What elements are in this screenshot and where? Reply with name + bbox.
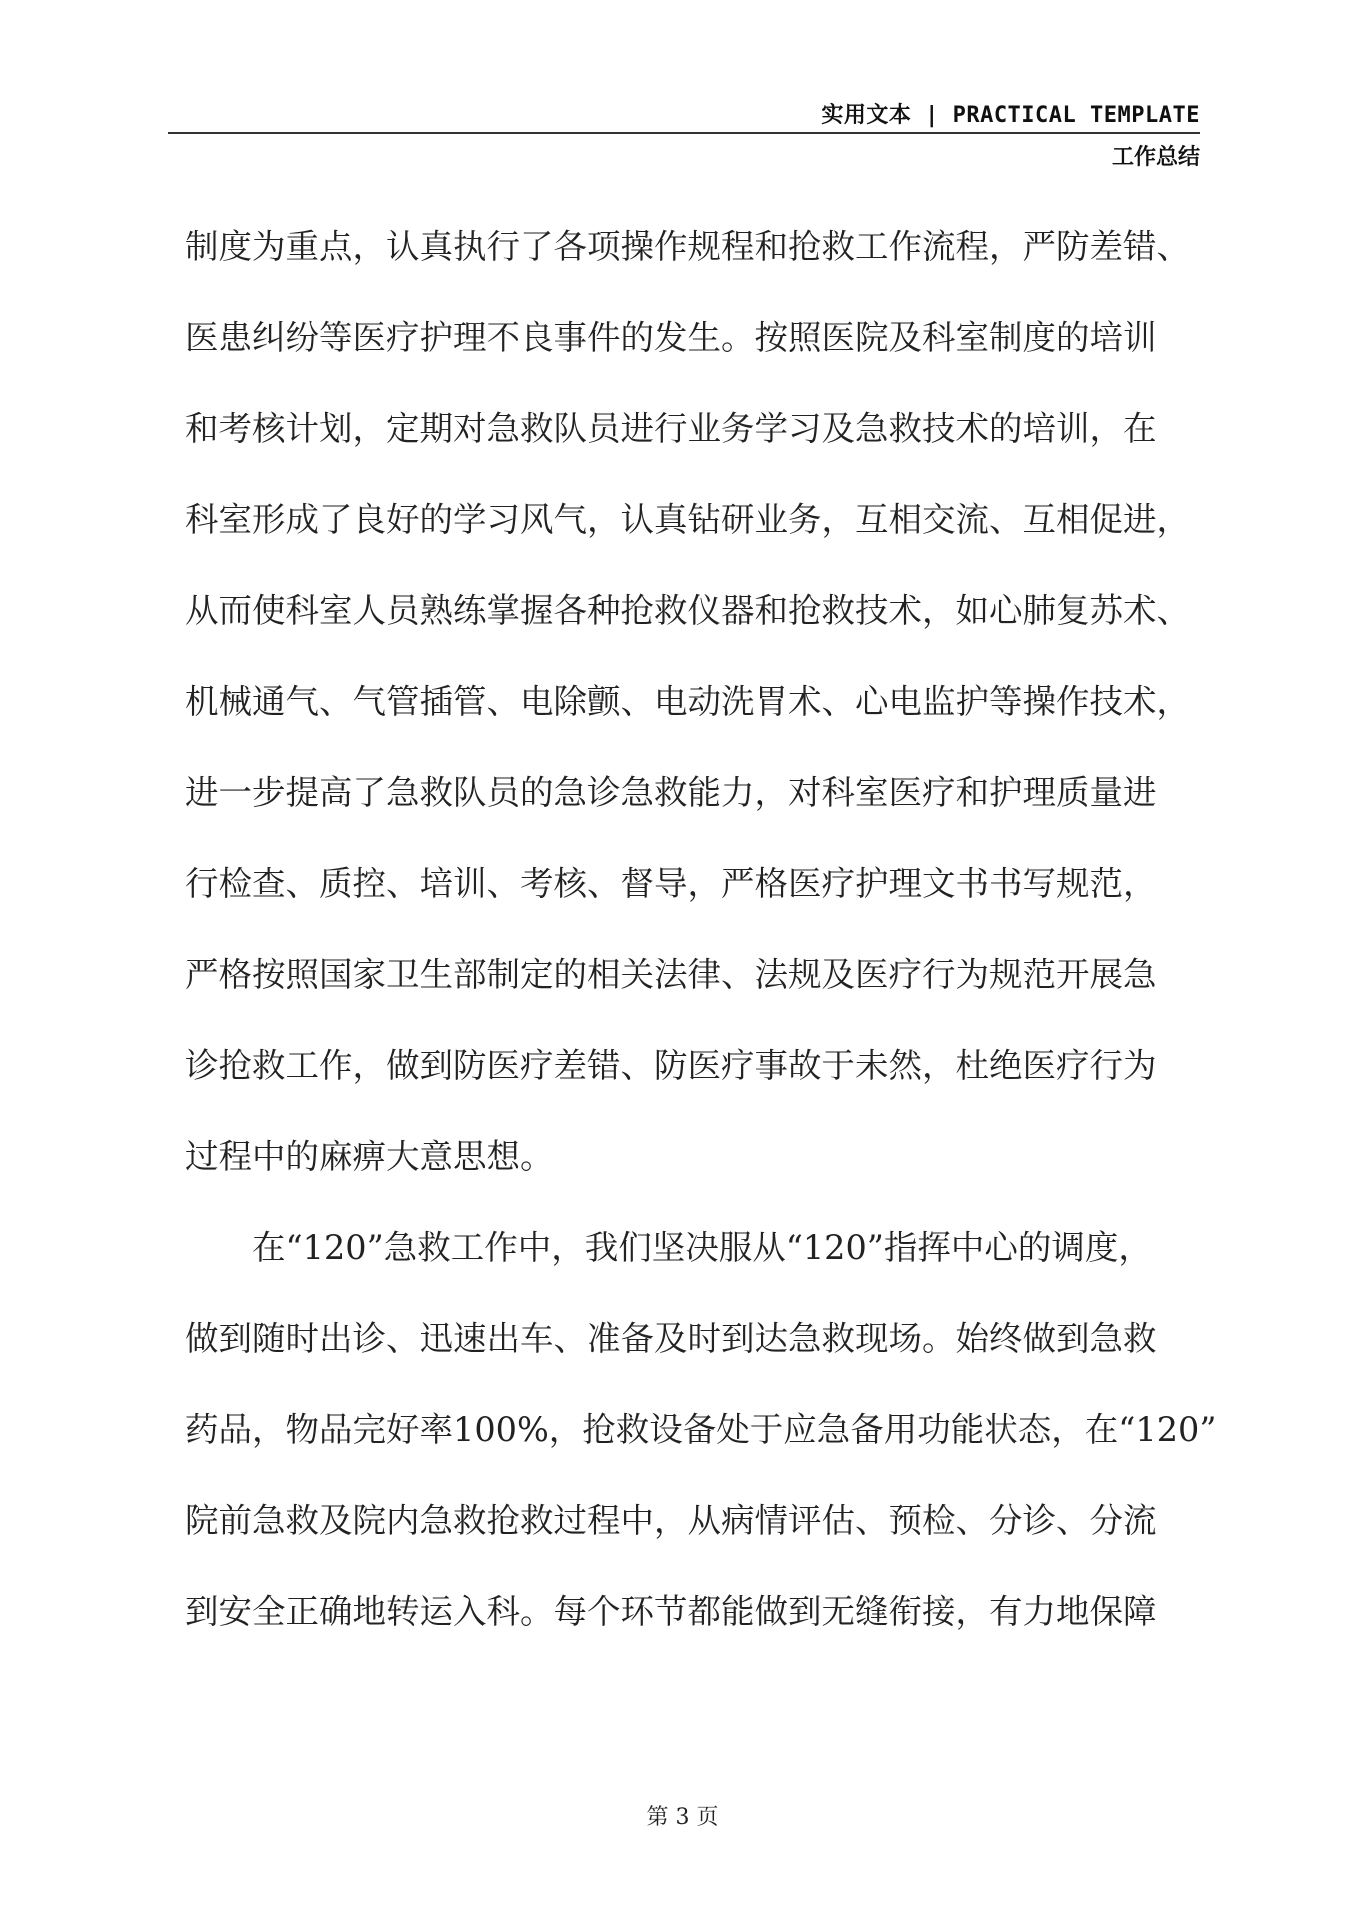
body-line: 做到随时出诊、迅速出车、准备及时到达急救现场。始终做到急救	[185, 1319, 1157, 1358]
header-title: 实用文本 | PRACTICAL TEMPLATE	[821, 103, 1200, 128]
body-line: 院前急救及院内急救抢救过程中，从病情评估、预检、分诊、分流	[185, 1501, 1157, 1540]
body-line: 机械通气、气管插管、电除颤、电动洗胃术、心电监护等操作技术，	[185, 682, 1190, 721]
page-header	[168, 96, 1200, 176]
document-body	[185, 222, 1217, 1678]
paragraph-start-line: 在“120”急救工作中，我们坚决服从“120”指挥中心的调度，	[252, 1228, 1152, 1267]
body-line: 过程中的麻痹大意思想。	[185, 1137, 554, 1176]
body-line: 科室形成了良好的学习风气，认真钻研业务，互相交流、互相促进，	[185, 500, 1190, 539]
body-line: 行检查、质控、培训、考核、督导，严格医疗护理文书书写规范，	[185, 864, 1157, 903]
body-line: 从而使科室人员熟练掌握各种抢救仪器和抢救技术，如心肺复苏术、	[185, 591, 1190, 630]
body-line: 医患纠纷等医疗护理不良事件的发生。按照医院及科室制度的培训	[185, 318, 1157, 357]
body-line: 制度为重点，认真执行了各项操作规程和抢救工作流程，严防差错、	[185, 227, 1190, 266]
body-line: 进一步提高了急救队员的急诊急救能力，对科室医疗和护理质量进	[185, 773, 1157, 812]
header-divider	[168, 132, 1200, 134]
header-subtitle: 工作总结	[1111, 145, 1200, 170]
body-line: 和考核计划，定期对急救队员进行业务学习及急救技术的培训，在	[185, 409, 1157, 448]
body-line: 严格按照国家卫生部制定的相关法律、法规及医疗行为规范开展急	[185, 955, 1157, 994]
body-line: 诊抢救工作，做到防医疗差错、防医疗事故于未然，杜绝医疗行为	[185, 1046, 1157, 1085]
page-number: 第 3 页	[646, 1805, 719, 1830]
body-line: 到安全正确地转运入科。每个环节都能做到无缝衔接，有力地保障	[185, 1592, 1157, 1631]
body-line: 药品，物品完好率100%，抢救设备处于应急备用功能状态，在“120”	[185, 1410, 1217, 1449]
